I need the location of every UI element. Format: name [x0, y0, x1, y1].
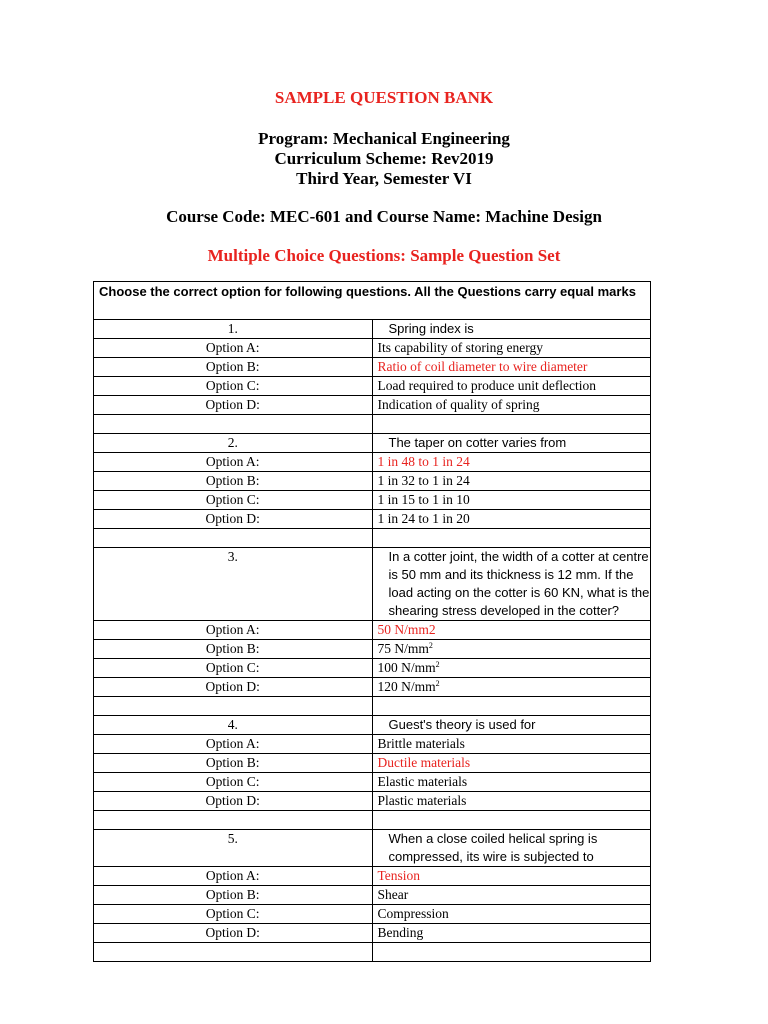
- option-row: [94, 678, 651, 697]
- option-label: Option C:: [94, 377, 373, 396]
- option-label: Option A:: [94, 339, 373, 358]
- option-row: [94, 735, 651, 754]
- option-row: [94, 510, 651, 529]
- question-row: [94, 434, 651, 453]
- spacer-row: [94, 415, 651, 434]
- option-row: [94, 453, 651, 472]
- question-number: 5.: [94, 830, 373, 867]
- question-text: When a close coiled helical spring is compressed, its wire is subjected to: [388, 831, 598, 864]
- question-text: Guest's theory is used for: [388, 717, 536, 732]
- option-label: Option D:: [94, 510, 373, 529]
- superscript: 2: [428, 641, 433, 650]
- option-row: [94, 621, 651, 640]
- spacer-row: [94, 529, 651, 548]
- option-text: 1 in 24 to 1 in 20: [372, 510, 651, 529]
- option-row: [94, 905, 651, 924]
- option-label: Option C:: [94, 773, 373, 792]
- spacer-row: [94, 811, 651, 830]
- option-row: [94, 754, 651, 773]
- correct-option-text: Tension: [372, 867, 651, 886]
- curriculum-line: Curriculum Scheme: Rev2019: [274, 149, 494, 168]
- option-text: [372, 678, 651, 697]
- year-semester-line: Third Year, Semester VI: [296, 169, 472, 188]
- question-text: Spring index is: [388, 321, 474, 336]
- instructions-row: [94, 282, 651, 320]
- option-label: Option C:: [94, 905, 373, 924]
- question-text: In a cotter joint, the width of a cotter at centre is 50 mm and its thickness is 12 mm. If the load acting on the cotter is 60 KN, what is the shearing stress developed in the cotter?: [388, 549, 650, 618]
- question-number: 2.: [94, 434, 373, 453]
- option-text: Brittle materials: [372, 735, 651, 754]
- program-line: Program: Mechanical Engineering: [258, 129, 510, 148]
- question-row: [94, 320, 651, 339]
- option-label: Option A:: [94, 867, 373, 886]
- option-text: Plastic materials: [372, 792, 651, 811]
- question-number: 4.: [94, 716, 373, 735]
- superscript: 2: [435, 660, 440, 669]
- option-row: [94, 339, 651, 358]
- question-row: [94, 716, 651, 735]
- option-text: 1 in 15 to 1 in 10: [372, 491, 651, 510]
- option-label: Option D:: [94, 924, 373, 943]
- option-row: [94, 358, 651, 377]
- option-row: [94, 924, 651, 943]
- spacer-row: [94, 943, 651, 962]
- correct-option-text: 50 N/mm2: [372, 621, 651, 640]
- option-text: Load required to produce unit deflection: [372, 377, 651, 396]
- option-text: Shear: [372, 886, 651, 905]
- option-value: 100 N/mm: [377, 660, 436, 675]
- question-row: [94, 548, 651, 621]
- option-row: [94, 640, 651, 659]
- option-row: [94, 472, 651, 491]
- course-line: Course Code: MEC-601 and Course Name: Machine Design: [166, 207, 602, 226]
- option-row: [94, 377, 651, 396]
- option-label: Option A:: [94, 453, 373, 472]
- correct-option-text: Ductile materials: [372, 754, 651, 773]
- document-title: SAMPLE QUESTION BANK: [274, 88, 494, 107]
- option-label: Option D:: [94, 678, 373, 697]
- option-value: 120 N/mm: [377, 679, 436, 694]
- option-row: [94, 867, 651, 886]
- instructions-text: Choose the correct option for following questions. All the Questions carry equal marks: [94, 282, 651, 320]
- option-text: Compression: [372, 905, 651, 924]
- option-row: [94, 886, 651, 905]
- option-row: [94, 396, 651, 415]
- option-label: Option A:: [94, 621, 373, 640]
- option-label: Option B:: [94, 358, 373, 377]
- option-text: [372, 659, 651, 678]
- question-number: 3.: [94, 548, 373, 621]
- option-label: Option A:: [94, 735, 373, 754]
- option-label: Option B:: [94, 640, 373, 659]
- option-label: Option D:: [94, 792, 373, 811]
- option-row: [94, 659, 651, 678]
- option-label: Option B:: [94, 886, 373, 905]
- option-text: Indication of quality of spring: [372, 396, 651, 415]
- option-row: [94, 773, 651, 792]
- option-text: Its capability of storing energy: [372, 339, 651, 358]
- option-label: Option C:: [94, 491, 373, 510]
- question-table: [93, 281, 651, 962]
- question-row: [94, 830, 651, 867]
- correct-option-text: Ratio of coil diameter to wire diameter: [372, 358, 651, 377]
- option-text: 1 in 32 to 1 in 24: [372, 472, 651, 491]
- option-label: Option B:: [94, 754, 373, 773]
- option-value: 75 N/mm: [377, 641, 429, 656]
- option-text: [372, 640, 651, 659]
- option-label: Option C:: [94, 659, 373, 678]
- option-row: [94, 491, 651, 510]
- option-row: [94, 792, 651, 811]
- question-set-title: Multiple Choice Questions: Sample Question Set: [207, 246, 561, 265]
- spacer-row: [94, 697, 651, 716]
- question-text: The taper on cotter varies from: [388, 435, 567, 450]
- superscript: 2: [435, 679, 440, 688]
- option-text: Elastic materials: [372, 773, 651, 792]
- question-number: 1.: [94, 320, 373, 339]
- correct-option-text: 1 in 48 to 1 in 24: [372, 453, 651, 472]
- option-text: Bending: [372, 924, 651, 943]
- option-label: Option D:: [94, 396, 373, 415]
- option-label: Option B:: [94, 472, 373, 491]
